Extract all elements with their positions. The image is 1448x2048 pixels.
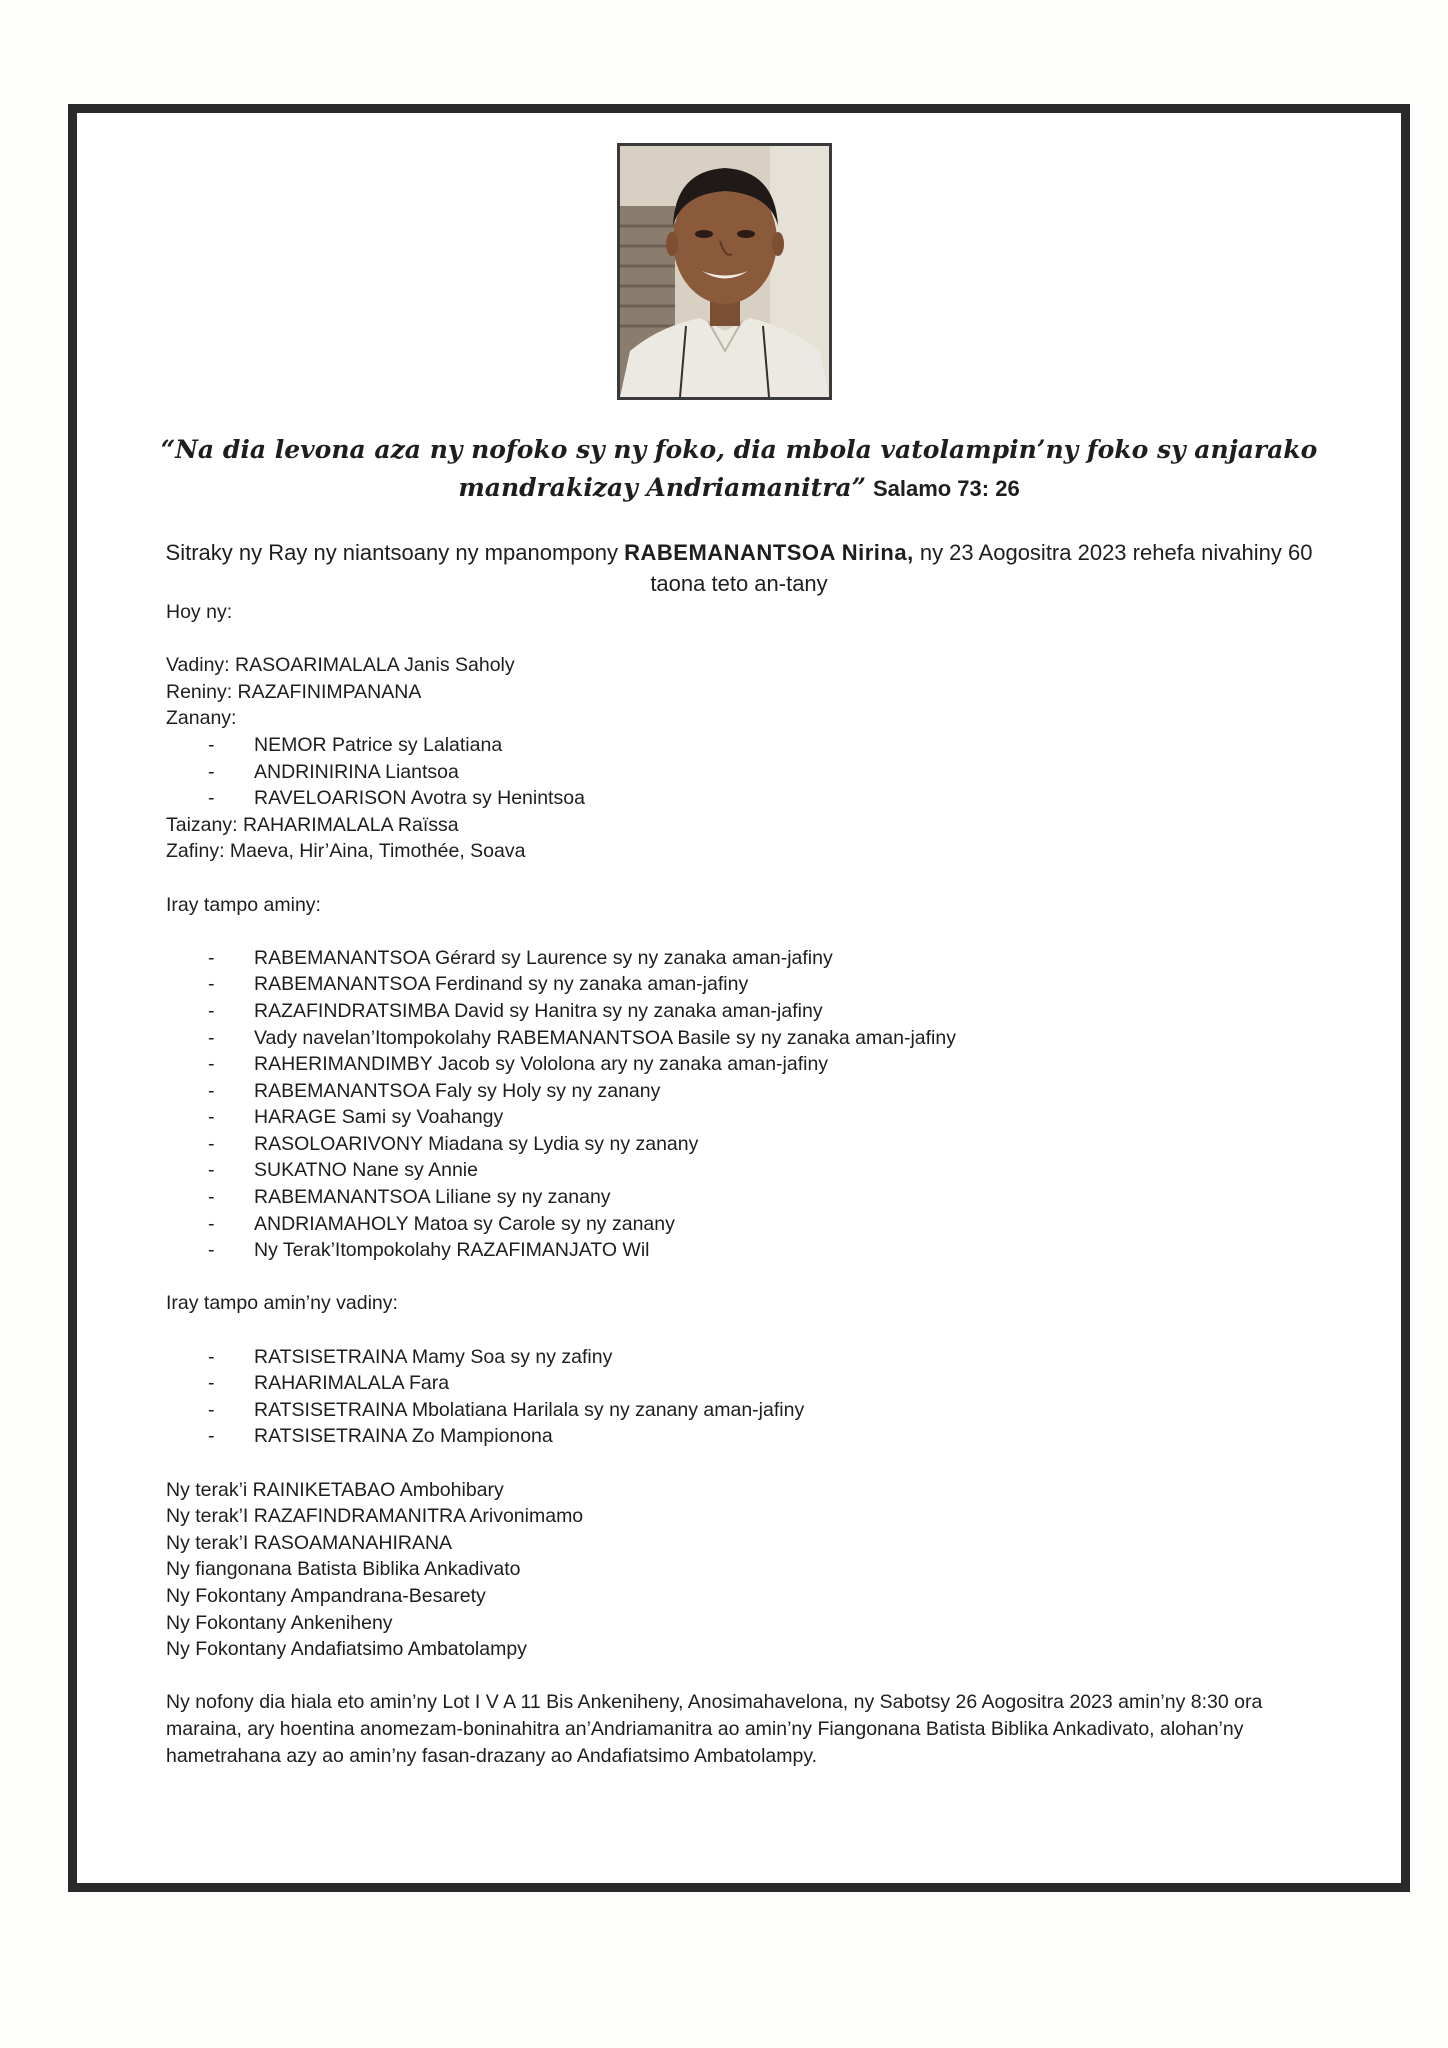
announcement-prefix: Sitraky ny Ray ny niantsoany ny mpanompony [165, 540, 618, 565]
deceased-name: RABEMANANTSOA Nirina, [624, 540, 914, 565]
portrait-photo [617, 143, 832, 400]
community-line: Ny terak’I RASOAMANAHIRANA [166, 1531, 453, 1554]
grandchildren-line: Zafiny: Maeva, Hir’Aina, Timothée, Soava [166, 840, 526, 863]
family-intro: Hoy ny: [166, 601, 233, 623]
list-item: - RAVELOARISON Avotra sy Henintsoa [208, 787, 585, 810]
list-item: - RABEMANANTSOA Gérard sy Laurence sy ny zanaka aman-jafiny [208, 946, 833, 969]
spouse-relatives-list [166, 1344, 1366, 1450]
death-announcement [137, 537, 1341, 599]
list-item: - RATSISETRAINA Zo Mampionona [208, 1425, 553, 1448]
list-item: - NEMOR Patrice sy Lalatiana [208, 733, 503, 756]
communities-list [166, 1477, 1366, 1663]
spouse-relatives-label: Iray tampo amin’ny vadiny: [166, 1292, 398, 1315]
spouse-line: Vadiny: RASOARIMALALA Janis Saholy [166, 654, 515, 677]
grandchild-line: Taizany: RAHARIMALALA Raïssa [166, 813, 459, 836]
list-item: - RASOLOARIVONY Miadana sy Lydia sy ny zanany [208, 1132, 699, 1155]
list-item: - RABEMANANTSOA Ferdinand sy ny zanaka aman-jafiny [208, 973, 749, 996]
list-item: - Vady navelan’Itompokolahy RABEMANANTSOA Basile sy ny zanaka aman-jafiny [208, 1026, 956, 1049]
community-line: Ny terak’i RAINIKETABAO Ambohibary [166, 1478, 504, 1501]
list-item: - SUKATNO Nane sy Annie [208, 1159, 478, 1182]
funeral-details: Ny nofony dia hiala eto amin’ny Lot I V A 11 Bis Ankeniheny, Anosimahavelona, ny Sabotsy 26 Aogositra 2023 amin’ny 8:30 ora maraina, ary hoentina anomezam-boninahitra an’Andriamanitra ao amin’ny Fiangonana Batista Biblika Ankadivato, alohan’ny hametrahana azy ao amin’ny fasan-drazany ao Andafiatsimo Ambatolampy. [166, 1691, 1263, 1768]
quote-text: “Na dia levona aza ny nofoko sy ny foko, dia mbola vatolampin’ny foko sy anjarako mandrakizay Andriamanitra” [160, 435, 1318, 502]
community-line: Ny terak’I RAZAFINDRAMANITRA Arivonimamo [166, 1505, 584, 1528]
list-item: - RABEMANANTSOA Faly sy Holy sy ny zanany [208, 1079, 661, 1102]
list-item: - RAHERIMANDIMBY Jacob sy Vololona ary ny zanaka aman-jafiny [208, 1053, 829, 1076]
list-item: - HARAGE Sami sy Voahangy [208, 1106, 504, 1129]
community-line: Ny Fokontany Ampandrana-Besarety [166, 1584, 486, 1607]
memorial-frame [68, 104, 1410, 1892]
list-item: - RAHARIMALALA Fara [208, 1372, 450, 1395]
list-item: - RATSISETRAINA Mbolatiana Harilala sy ny zanany aman-jafiny [208, 1398, 805, 1421]
community-line: Ny fiangonana Batista Biblika Ankadivato [166, 1558, 521, 1581]
list-item: - RABEMANANTSOA Liliane sy ny zanany [208, 1186, 611, 1209]
list-item: - Ny Terak’Itompokolahy RAZAFIMANJATO Wil [208, 1239, 650, 1262]
mother-line: Reniny: RAZAFINIMPANANA [166, 680, 422, 703]
announcement-suffix: ny 23 Aogositra 2023 rehefa nivahiny 60 taona teto an-tany [650, 540, 1313, 596]
relatives-list [166, 945, 1366, 1264]
list-item: - RAZAFINDRATSIMBA David sy Hanitra sy ny zanaka aman-jafiny [208, 999, 823, 1022]
list-item: - ANDRINIRINA Liantsoa [208, 760, 459, 783]
community-line: Ny Fokontany Ankeniheny [166, 1611, 393, 1634]
mourners-section [166, 599, 1366, 1770]
list-item: - ANDRIAMAHOLY Matoa sy Carole sy ny zanany [208, 1212, 675, 1235]
list-item: - RATSISETRAINA Mamy Soa sy ny zafiny [208, 1345, 613, 1368]
relatives-label: Iray tampo aminy: [166, 893, 321, 916]
children-label: Zanany: [166, 707, 237, 730]
quote-reference: Salamo 73: 26 [872, 476, 1020, 501]
children-list [166, 732, 1366, 812]
community-line: Ny Fokontany Andafiatsimo Ambatolampy [166, 1638, 527, 1661]
portrait-image [620, 146, 829, 397]
bible-quote [137, 431, 1341, 508]
